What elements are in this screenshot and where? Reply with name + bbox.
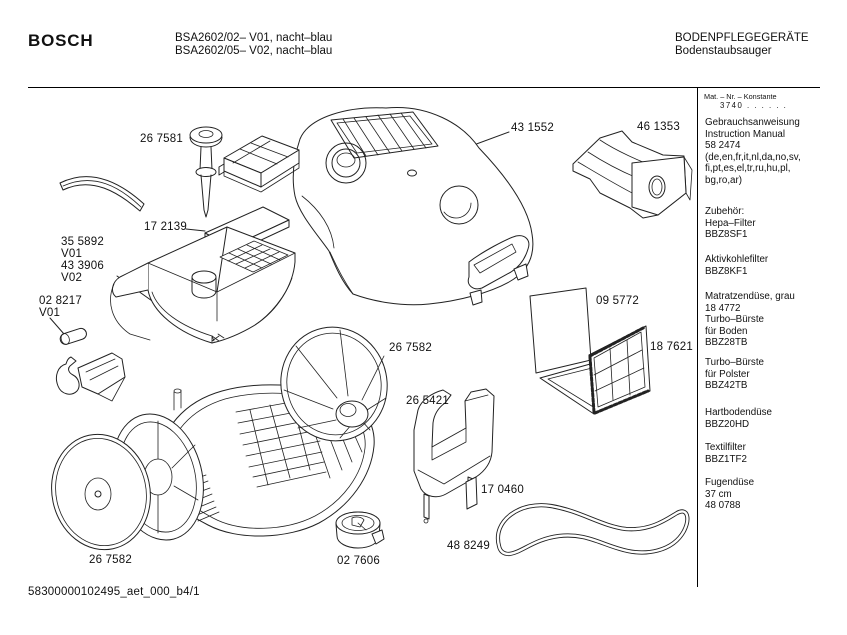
part-label: V01 <box>39 307 61 319</box>
sidebar-line: BBZ20HD <box>705 418 750 430</box>
sidebar-line: 48 0788 <box>705 500 741 512</box>
sidebar-section-turbobuerste <box>705 357 764 392</box>
sidebar-line: Aktivkohlefilter <box>705 254 769 265</box>
sidebar-section-hepa <box>705 206 756 241</box>
sidebar-line: für Boden <box>705 325 748 337</box>
sidebar-section-matratzenduese <box>705 291 795 349</box>
sidebar-section-textilfilter <box>705 442 747 465</box>
brand-logo: BOSCH <box>28 31 94 50</box>
part-cord-reel-cap <box>336 512 384 548</box>
model-code-line2: BSA2602/05– V02, nacht–blau <box>175 45 333 57</box>
product-type: Bodenstaubsauger <box>675 45 772 57</box>
part-label: 26 7582 <box>389 342 432 354</box>
sidebar-section-fugenduese <box>705 477 754 512</box>
sidebar-line: (de,en,fr,it,nl,da,no,sv, <box>705 151 801 163</box>
part-bumper-strip <box>60 177 144 211</box>
part-support-bracket <box>414 389 494 523</box>
part-motor-housing <box>111 227 295 343</box>
part-label: 26 5421 <box>406 395 449 407</box>
part-filter-sheet <box>530 288 591 373</box>
sidebar-line: bg,ro,ar) <box>705 174 743 186</box>
sidebar-line: fi,pt,es,el,tr,ru,hu,pl, <box>705 163 791 175</box>
sidebar-section-manual <box>705 117 801 187</box>
sidebar-line: Hartbodendüse <box>705 407 772 418</box>
part-label: V02 <box>61 272 83 284</box>
part-power-cord-loop <box>498 505 687 554</box>
sidebar-line: Zubehör: <box>705 206 745 217</box>
sidebar-section-hartboden <box>705 407 772 430</box>
sidebar-line: 18 4772 <box>705 302 741 314</box>
mat-nr-konstante-value: 3740 . . . . . . <box>720 101 788 110</box>
document-number: 58300000102495_aet_000_b4/1 <box>28 586 200 598</box>
part-screw-pin <box>190 127 222 217</box>
part-filter-holder-box <box>219 136 299 192</box>
mat-nr-konstante-label: Mat. – Nr. – Konstante <box>704 92 777 101</box>
part-label: 26 7582 <box>89 554 132 566</box>
part-label: 48 8249 <box>447 540 490 552</box>
model-code-line1: BSA2602/02– V01, nacht–blau <box>175 32 333 44</box>
part-label: V01 <box>61 248 83 260</box>
part-label: 17 0460 <box>481 484 524 496</box>
sidebar-line: Turbo–Bürste <box>705 314 764 326</box>
sidebar-line: Gebrauchsanweisung <box>705 117 800 128</box>
sidebar-line: BBZ42TB <box>705 380 748 392</box>
sidebar-line: Turbo–Bürste <box>705 357 764 368</box>
part-top-cover <box>293 107 533 305</box>
part-label: 35 5892 <box>61 236 104 248</box>
sidebar-line: BBZ28TB <box>705 337 748 349</box>
sidebar-line: Textilfilter <box>705 442 746 453</box>
part-seal-cylinder <box>59 327 88 346</box>
department-title: BODENPFLEGEGERÄTE <box>675 32 809 44</box>
sidebar-line: BBZ8SF1 <box>705 229 748 241</box>
sidebar-line: für Polster <box>705 368 750 380</box>
sidebar-line: Fugendüse <box>705 477 755 488</box>
sidebar-section-aktivkohle <box>705 254 768 277</box>
part-label: 43 1552 <box>511 122 554 134</box>
part-label: 46 1353 <box>637 121 680 133</box>
sidebar-line: 37 cm <box>705 488 732 500</box>
part-spacer-plate <box>466 477 477 509</box>
part-dust-bag <box>573 131 692 218</box>
sidebar-line: 58 2474 <box>705 140 741 152</box>
part-label: 26 7581 <box>140 133 183 145</box>
part-clip-bracket <box>56 353 125 401</box>
part-label: 02 7606 <box>337 555 380 567</box>
sidebar-line: BBZ1TF2 <box>705 453 747 465</box>
sidebar-line: Matratzendüse, grau <box>705 291 795 302</box>
part-label: 09 5772 <box>596 295 639 307</box>
part-label: 43 3906 <box>61 260 104 272</box>
part-label: 18 7621 <box>650 341 693 353</box>
sidebar-line: BBZ8KF1 <box>705 265 748 277</box>
sidebar-line: Instruction Manual <box>705 128 786 140</box>
sidebar-line: Hepa–Filter <box>705 217 756 229</box>
part-label: 02 8217 <box>39 295 82 307</box>
part-label: 17 2139 <box>144 221 187 233</box>
